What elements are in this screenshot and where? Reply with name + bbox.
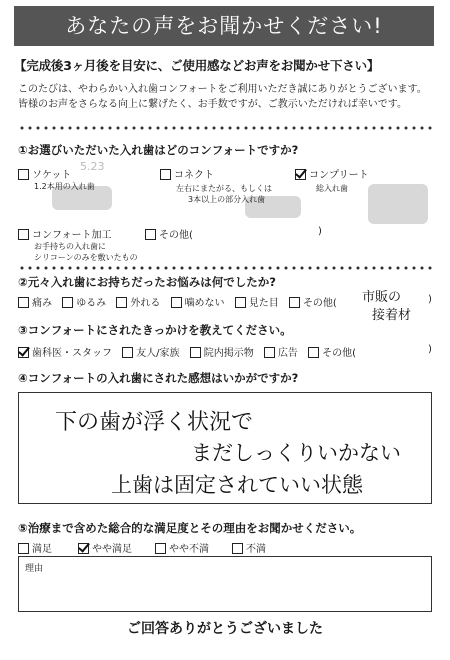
reason-label: 理由 [25, 564, 44, 574]
q3-options [18, 344, 363, 359]
q1-option-connect[interactable] [160, 166, 214, 181]
q4-answer-line-2: まだしっくりいかない [191, 441, 401, 465]
dotted-divider [18, 266, 432, 270]
checkbox[interactable] [235, 297, 246, 308]
checkbox-checked[interactable] [78, 543, 89, 554]
q5-reason-box[interactable] [18, 556, 432, 612]
q1-option-processing[interactable] [18, 226, 112, 241]
option-label: やや不満 [169, 544, 209, 555]
checkbox-checked[interactable] [18, 347, 29, 358]
subtitle: 【完成後3ヶ月後を目安に、ご使用感などお声をお聞かせ下さい】 [14, 58, 380, 73]
checkbox[interactable] [155, 543, 166, 554]
option-label: 痛み [32, 298, 52, 309]
q3-other-close: ) [428, 344, 432, 355]
checkbox[interactable] [171, 297, 182, 308]
option-label: その他( [159, 230, 193, 241]
checkbox[interactable] [122, 347, 133, 358]
q3-option-dentist-staff[interactable] [18, 348, 112, 359]
intro-line-2: 皆様のお声をさらなる向上に繋げたく、お手数ですが、ご教示いただければ幸いです。 [18, 99, 407, 110]
option-label: コンプリート [309, 170, 369, 181]
option-label: 広告 [277, 348, 298, 359]
q5-option-dissatisfied[interactable] [232, 540, 266, 555]
option-label: その他( [302, 298, 337, 309]
option-label: 歯科医・スタッフ [32, 348, 112, 359]
checkbox[interactable] [62, 297, 73, 308]
intro-line-1: このたびは、やわらかい入れ歯コンフォートをご利用いただき誠にありがとうございます。 [18, 84, 427, 95]
q1-note-connect-2: 3本以上の部分入れ歯 [188, 195, 266, 204]
checkbox[interactable] [232, 543, 243, 554]
checkbox[interactable] [190, 347, 201, 358]
q2-question: ②元々入れ歯にお持ちだったお悩みは何でしたか? [18, 275, 276, 289]
checkbox[interactable] [18, 229, 29, 240]
checkbox-checked[interactable] [295, 169, 306, 180]
q1-note-connect-1: 左右にまたがる、もしくは [176, 184, 272, 193]
q4-answer-box[interactable] [18, 392, 432, 504]
option-label: 外れる [130, 298, 161, 309]
option-label: 噛めない [184, 298, 225, 309]
checkbox[interactable] [18, 543, 29, 554]
checkbox[interactable] [289, 297, 300, 308]
option-label: コネクト [174, 170, 214, 181]
checkbox[interactable] [18, 169, 29, 180]
checkbox[interactable] [160, 169, 171, 180]
q1-question: ①お選びいただいた入れ歯はどのコンフォートですか? [18, 143, 299, 157]
q3-option-other[interactable] [308, 348, 356, 359]
q2-option-pain[interactable] [18, 298, 52, 309]
option-label: 不満 [246, 544, 266, 555]
q1-option-other[interactable] [145, 226, 193, 241]
q2-options [18, 294, 344, 309]
q2-option-other[interactable] [289, 298, 337, 309]
checkbox[interactable] [18, 297, 29, 308]
checkbox[interactable] [145, 229, 156, 240]
option-label: 見た目 [248, 298, 279, 309]
q2-option-appearance[interactable] [235, 298, 279, 309]
option-label: 友人/家族 [136, 348, 180, 359]
q2-option-loose[interactable] [62, 298, 106, 309]
q5-option-somewhat-satisfied[interactable] [78, 540, 132, 555]
thanks-footer: ご回答ありがとうございました [127, 621, 323, 637]
q1-other-close: ) [318, 226, 322, 237]
date-stamp: 5.23 [80, 160, 105, 173]
q3-question: ③コンフォートにされたきっかけを教えてください。 [18, 323, 292, 337]
option-label: 満足 [32, 544, 52, 555]
option-label: 院内掲示物 [203, 348, 254, 359]
option-label: その他( [322, 348, 357, 359]
option-label: ソケット [32, 170, 72, 181]
q4-answer-line-3: 上歯は固定されていい状態 [111, 473, 363, 497]
checkbox[interactable] [116, 297, 127, 308]
q1-option-complete[interactable] [295, 166, 369, 181]
q1-note-socket: 1.2本用の入れ歯 [34, 182, 95, 191]
q2-handwritten-2: 接着材 [372, 308, 412, 323]
q5-option-somewhat-dissatisfied[interactable] [155, 540, 209, 555]
q3-option-ad[interactable] [264, 348, 298, 359]
q3-option-clinic-poster[interactable] [190, 348, 254, 359]
option-label: コンフォート加工 [32, 230, 112, 241]
q2-handwritten-1: 市販の [362, 290, 402, 305]
q1-note-processing-2: シリコーンのみを敷いたもの [34, 253, 138, 262]
page-title: あなたの声をお聞かせください! [14, 6, 434, 46]
q2-other-close: ) [428, 294, 432, 305]
checkbox[interactable] [264, 347, 275, 358]
q4-answer-line-1: 下の歯が浮く状況で [55, 410, 254, 435]
intro-text [18, 82, 438, 112]
q2-option-cannot-chew[interactable] [171, 298, 225, 309]
checkbox[interactable] [308, 347, 319, 358]
dotted-divider [18, 126, 432, 130]
q1-note-complete: 総入れ歯 [316, 184, 348, 193]
q1-note-processing-1: お手持ちの入れ歯に [34, 242, 106, 251]
q2-option-falls-out[interactable] [116, 298, 160, 309]
q1-option-socket[interactable] [18, 166, 71, 181]
denture-photo-complete [368, 184, 428, 224]
option-label: ゆるみ [76, 298, 107, 309]
q3-option-friend-family[interactable] [122, 348, 179, 359]
q5-question: ⑤治療まで含めた総合的な満足度とその理由をお聞かせください。 [18, 521, 362, 535]
q4-question: ④コンフォートの入れ歯にされた感想はいかがですか? [18, 371, 299, 385]
q5-option-satisfied[interactable] [18, 540, 52, 555]
option-label: やや満足 [92, 544, 132, 555]
